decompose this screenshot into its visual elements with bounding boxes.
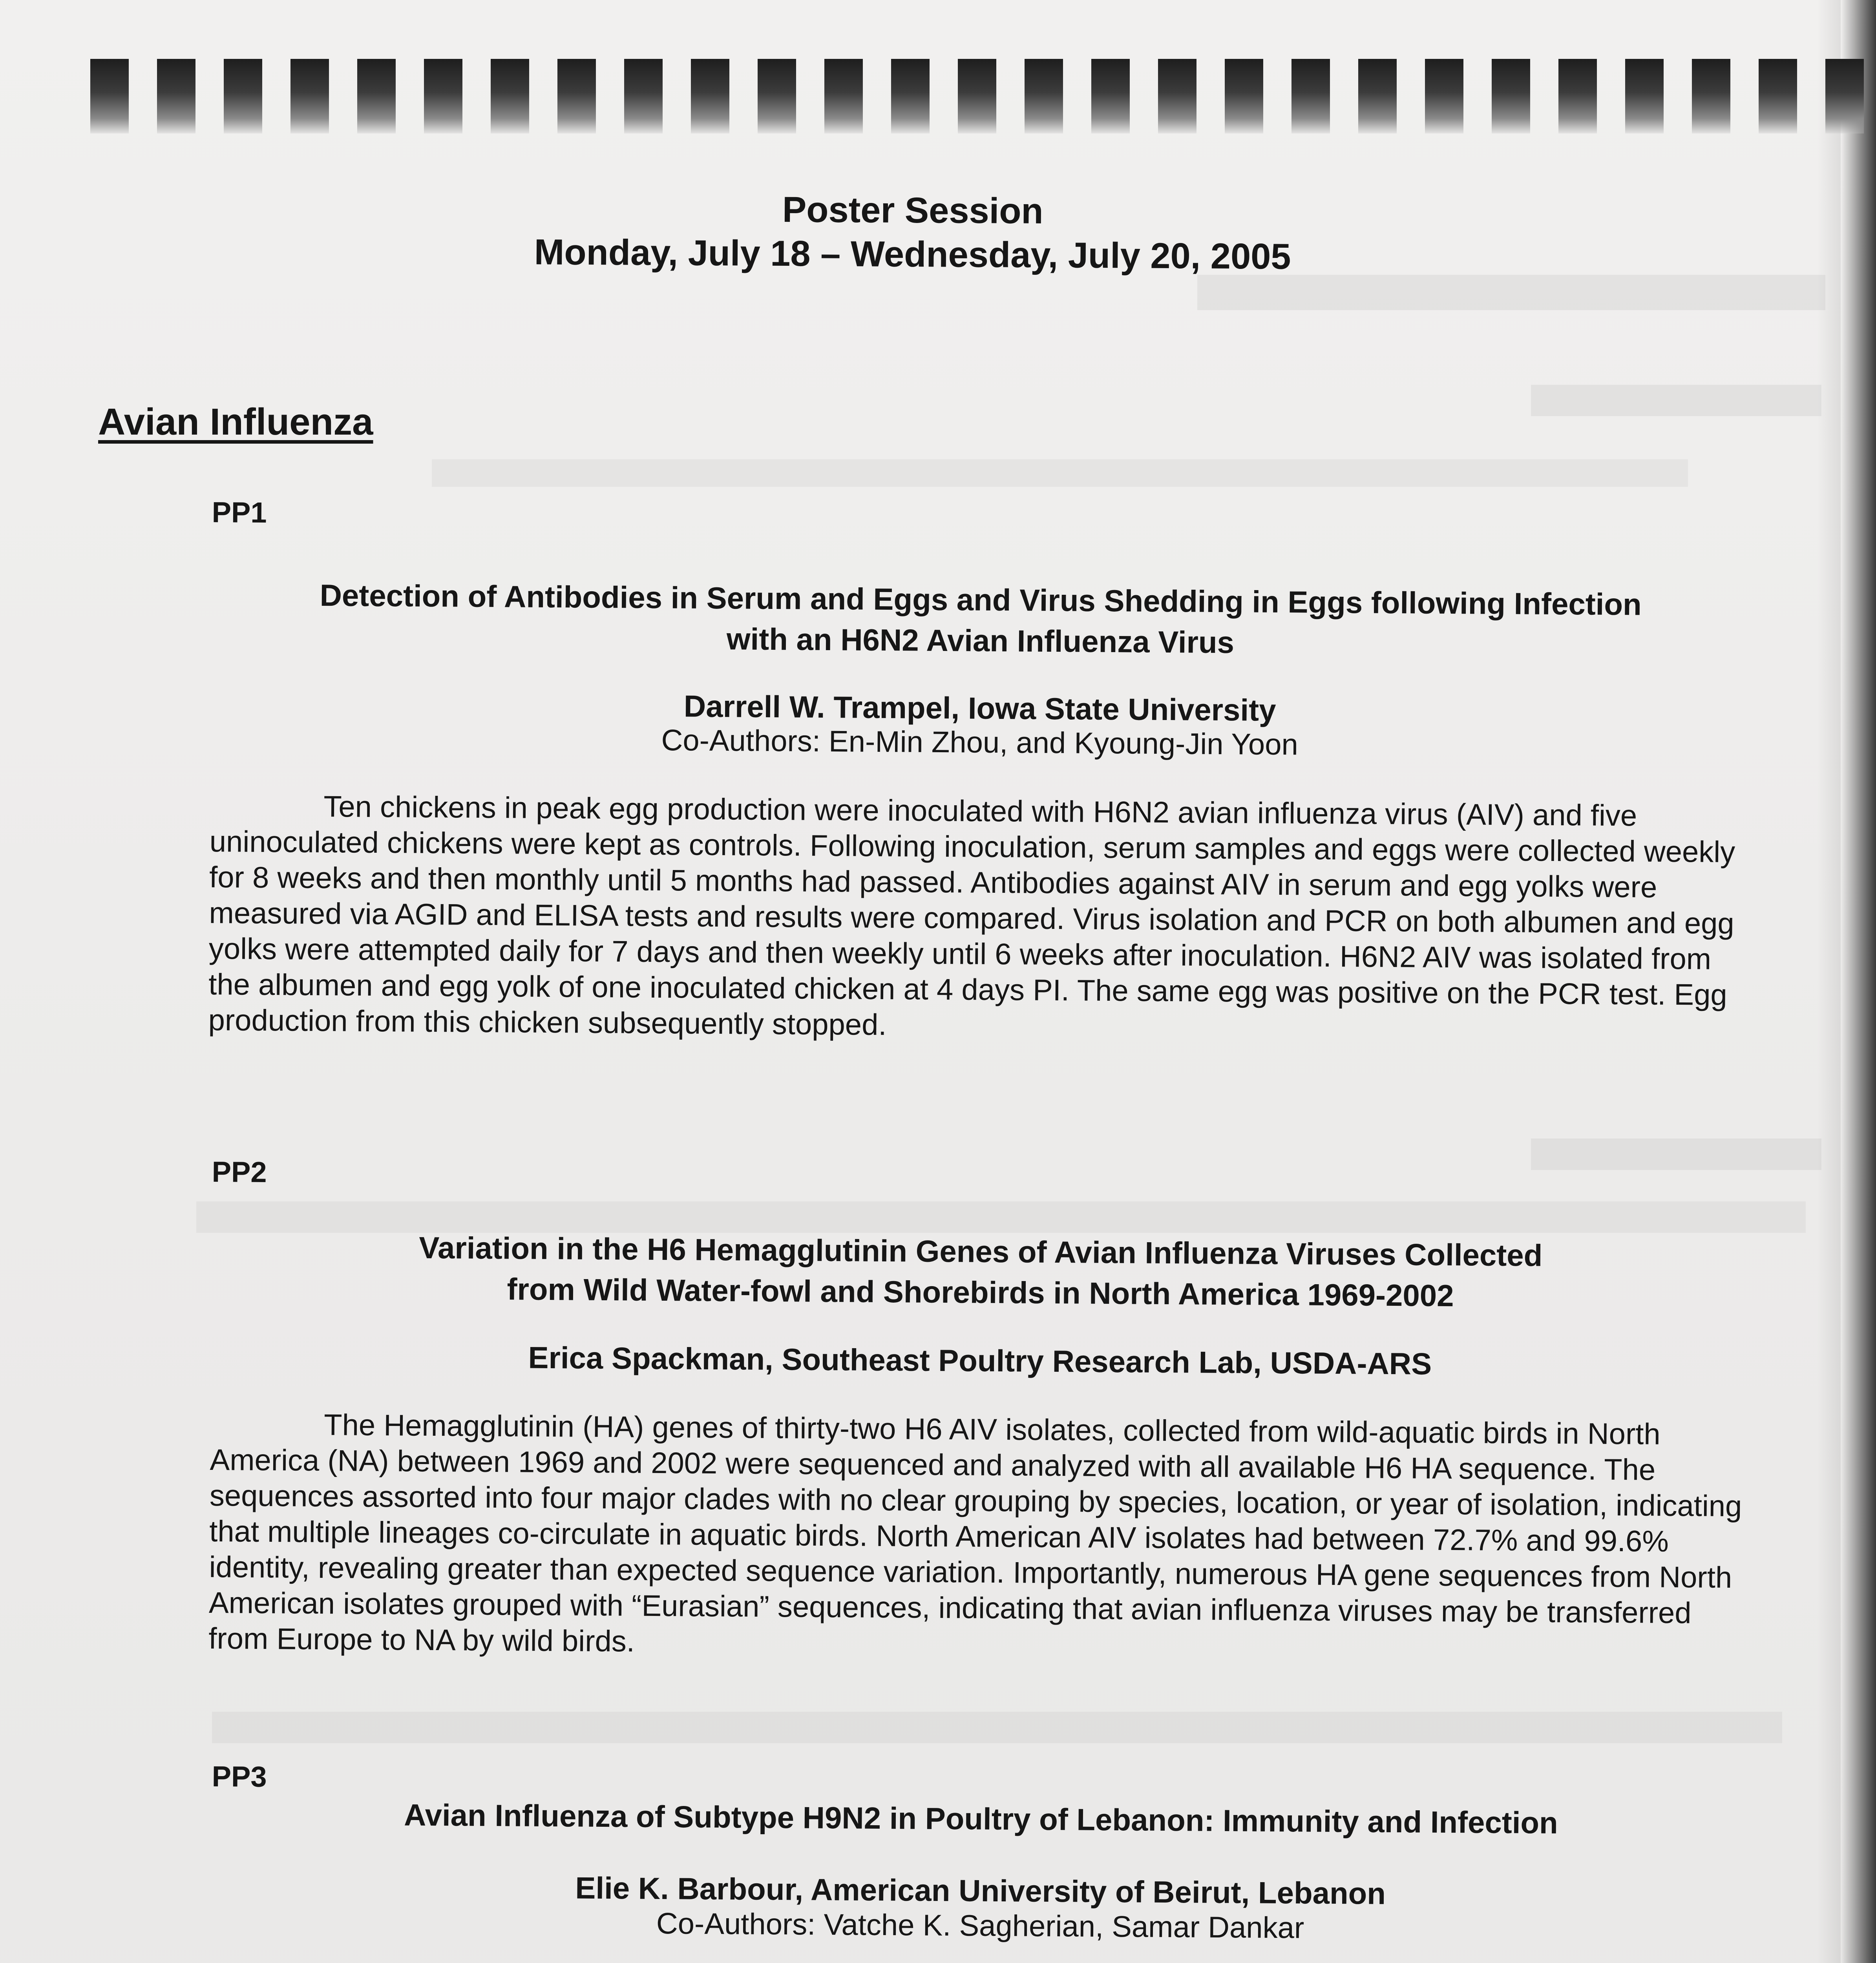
poster-entry — [98, 495, 1735, 1042]
binding-hole — [1158, 59, 1196, 133]
poster-title-line: Avian Influenza of Subtype H9N2 in Poultry of Lebanon: Immunity and Infection — [404, 1797, 1558, 1840]
section-title: Avian Influenza — [98, 401, 373, 443]
poster-coauthors: Co-Authors: Vatche K. Sagherian, Samar Dankar — [656, 1906, 1304, 1945]
session-header — [98, 183, 1727, 281]
binding-hole — [224, 59, 262, 133]
binding-hole — [891, 59, 930, 133]
poster-title-line: with an H6N2 Avian Influenza Virus — [726, 621, 1235, 660]
poster-abstract: The Hemagglutinin (HA) genes of thirty-two H6 AIV isolates, collected from wild-aquatic birds in North America (NA) between 1969 and 2002 were sequenced and analyzed with all available H6 HA sequence. The sequences assorted into four major clades with no clear grouping by species, location, or year of isolation, indicating that multiple lineages co-circulate in aquatic birds. North American AIV isolates had between 72.7% and 99.6% identity, revealing greater than expected sequence variation. Importantly, numerous HA gene sequences from North American isolates grouped with “Eurasian” sequences, indicating that avian influenza viruses may be transferred from Europe to NA by wild birds. — [208, 1408, 1742, 1658]
binding-hole — [557, 59, 596, 133]
bleed-through-shadow — [1197, 275, 1825, 310]
poster-title — [215, 1226, 1746, 1318]
binding-hole — [1225, 59, 1263, 133]
binding-hole — [1358, 59, 1397, 133]
binding-hole — [157, 59, 195, 133]
poster-abstract: Ten chickens in peak egg production were inoculated with H6N2 avian influenza virus (AIV) and five uninoculated chickens were kept as controls. Following inoculation, serum samples and eggs were collected weekly for 8 weeks and then monthly until 5 months had passed. Antibodies against AIV in serum and egg yolks were measured via AGID and ELISA tests and results were compared. Virus isolation and PCR on both albumen and egg yolks were attempted daily for 7 days and then weekly until 6 weeks after inoculation. H6N2 AIV was isolated from the albumen and egg yolk of one inoculated chicken at 4 days PI. The same egg was positive on the PCR test. Egg production from this chicken subsequently stopped. — [208, 790, 1735, 1042]
binding-hole — [1825, 59, 1864, 133]
binding-hole — [1025, 59, 1063, 133]
binding-hole — [691, 59, 729, 133]
binding-hole — [290, 59, 329, 133]
binding-hole — [90, 59, 129, 133]
binding-hole — [958, 59, 996, 133]
session-dates: Monday, July 18 – Wednesday, July 20, 2005 — [534, 232, 1291, 277]
poster-author: Erica Spackman, Southeast Poultry Research Lab, USDA-ARS — [528, 1340, 1432, 1381]
poster-author: Darrell W. Trampel, Iowa State University — [683, 689, 1276, 727]
bleed-through-shadow — [432, 459, 1688, 487]
binding-hole — [1759, 59, 1797, 133]
binding-hole — [1558, 59, 1597, 133]
poster-entry — [98, 1759, 1727, 1945]
binding-hole — [1091, 59, 1130, 133]
poster-entry — [98, 1154, 1742, 1658]
poster-label: PP3 — [212, 1760, 267, 1793]
binding-hole — [624, 59, 663, 133]
binding-holes — [90, 59, 1876, 137]
session-title: Poster Session — [782, 189, 1044, 232]
binding-hole — [424, 59, 462, 133]
bleed-through-shadow — [1531, 1139, 1821, 1170]
bleed-through-shadow — [1531, 385, 1821, 416]
binding-hole — [1492, 59, 1530, 133]
poster-title — [215, 574, 1746, 666]
scan-edge — [1841, 0, 1876, 1963]
poster-author: Elie K. Barbour, American University of Beirut, Lebanon — [575, 1870, 1386, 1911]
binding-hole — [357, 59, 396, 133]
binding-hole — [1692, 59, 1730, 133]
binding-hole — [1291, 59, 1330, 133]
binding-hole — [491, 59, 529, 133]
binding-hole — [824, 59, 863, 133]
binding-hole — [1425, 59, 1463, 133]
binding-hole — [1625, 59, 1664, 133]
poster-title-line: Variation in the H6 Hemagglutinin Genes of Avian Influenza Viruses Collected — [419, 1230, 1543, 1273]
poster-label: PP2 — [212, 1155, 267, 1188]
poster-title-line: Detection of Antibodies in Serum and Eggs and Virus Shedding in Eggs following Infection — [320, 578, 1642, 622]
poster-title — [216, 1793, 1747, 1844]
bleed-through-shadow — [212, 1712, 1782, 1743]
poster-coauthors: Co-Authors: En-Min Zhou, and Kyoung-Jin Yoon — [661, 724, 1299, 762]
binding-hole — [758, 59, 796, 133]
poster-title-line: from Wild Water-fowl and Shorebirds in North America 1969-2002 — [507, 1272, 1454, 1313]
page-content — [98, 188, 1742, 1945]
poster-label: PP1 — [212, 496, 267, 529]
